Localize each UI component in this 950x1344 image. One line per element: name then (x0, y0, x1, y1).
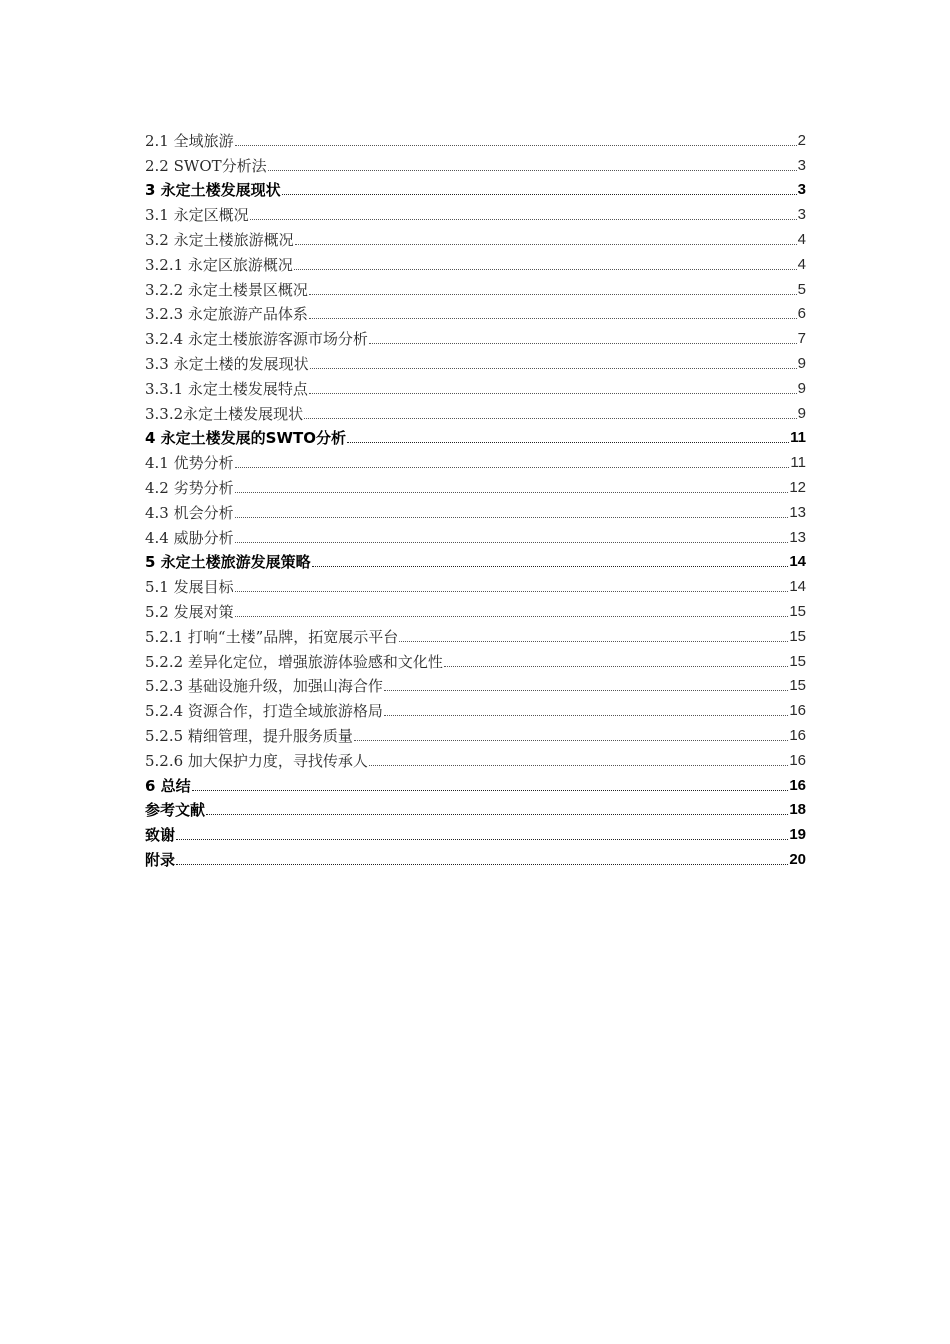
toc-entry-title: 3.3.2永定土楼发展现状 (145, 404, 304, 423)
toc-entry-title: 6 总结 (145, 776, 191, 795)
toc-entry[interactable] (145, 225, 806, 250)
toc-entry-page-number: 15 (789, 677, 806, 695)
toc-dot-leader (295, 243, 797, 245)
toc-dot-leader (304, 417, 796, 419)
toc-dot-leader (444, 665, 788, 667)
toc-entry-title: 3.3 永定土楼的发展现状 (145, 354, 309, 373)
toc-entry-page-number: 16 (789, 702, 806, 720)
toc-entry-page-number: 12 (789, 478, 806, 496)
toc-entry[interactable] (145, 300, 806, 325)
toc-entry[interactable] (145, 424, 806, 449)
toc-entry-page-number: 11 (790, 429, 806, 447)
toc-entry[interactable] (145, 622, 806, 647)
toc-entry-page-number: 9 (797, 354, 806, 372)
toc-entry[interactable] (145, 548, 806, 573)
toc-entry-title: 5.2.6 加大保护力度，寻找传承人 (145, 751, 368, 770)
toc-dot-leader (282, 193, 797, 195)
toc-entry[interactable] (145, 374, 806, 399)
toc-entry-page-number: 4 (797, 230, 806, 248)
toc-entry-page-number: 3 (797, 181, 806, 199)
toc-dot-leader (309, 317, 797, 319)
toc-entry-page-number: 9 (797, 404, 806, 422)
toc-entry-title: 4.3 机会分析 (145, 503, 234, 522)
toc-entry[interactable] (145, 696, 806, 721)
toc-entry[interactable] (145, 597, 806, 622)
toc-dot-leader (369, 764, 788, 766)
toc-dot-leader (309, 392, 797, 394)
toc-entry[interactable] (145, 151, 806, 176)
toc-entry-title: 5.1 发展目标 (145, 578, 234, 597)
toc-entry[interactable] (145, 126, 806, 151)
toc-entry-page-number: 6 (797, 305, 806, 323)
toc-entry[interactable] (145, 746, 806, 771)
toc-entry-title: 3.2.1 永定区旅游概况 (145, 255, 293, 274)
toc-entry-page-number: 3 (797, 156, 806, 174)
toc-entry-title: 2.2 SWOT分析法 (145, 156, 267, 175)
toc-dot-leader (347, 441, 789, 443)
toc-dot-leader (206, 813, 788, 815)
toc-entry-title: 附录 (145, 850, 176, 869)
toc-entry[interactable] (145, 721, 806, 746)
toc-entry-page-number: 18 (789, 801, 806, 819)
toc-entry[interactable] (145, 572, 806, 597)
toc-entry-title: 3.3.1 永定土楼发展特点 (145, 379, 308, 398)
toc-entry-page-number: 2 (797, 131, 806, 149)
toc-entry-page-number: 13 (789, 528, 806, 546)
toc-entry-page-number: 15 (789, 652, 806, 670)
toc-entry[interactable] (145, 275, 806, 300)
toc-entry-page-number: 4 (797, 255, 806, 273)
toc-entry-title: 致谢 (145, 826, 176, 845)
toc-entry-page-number: 16 (789, 726, 806, 744)
toc-entry-page-number: 15 (789, 602, 806, 620)
toc-entry[interactable] (145, 473, 806, 498)
toc-entry-title: 3.2 永定土楼旅游概况 (145, 230, 294, 249)
toc-entry[interactable] (145, 349, 806, 374)
toc-entry-page-number: 5 (797, 280, 806, 298)
toc-entry-title: 5.2.4 资源合作，打造全域旅游格局 (145, 702, 383, 721)
toc-dot-leader (312, 565, 789, 567)
toc-entry-title: 5.2.5 精细管理，提升服务质量 (145, 726, 353, 745)
toc-entry[interactable] (145, 498, 806, 523)
toc-entry-title: 4.1 优势分析 (145, 454, 234, 473)
toc-dot-leader (354, 739, 788, 741)
toc-entry-page-number: 3 (797, 206, 806, 224)
toc-entry-page-number: 13 (789, 503, 806, 521)
toc-entry-title: 3 永定土楼发展现状 (145, 181, 281, 200)
toc-entry-page-number: 20 (789, 850, 806, 868)
toc-dot-leader (235, 615, 789, 617)
toc-entry-title: 5.2.3 基础设施升级，加强山海合作 (145, 677, 383, 696)
toc-entry-title: 4.4 威胁分析 (145, 528, 234, 547)
toc-dot-leader (235, 466, 790, 468)
toc-dot-leader (235, 590, 789, 592)
toc-entry-title: 5 永定土楼旅游发展策略 (145, 553, 311, 572)
toc-entry[interactable] (145, 250, 806, 275)
toc-entry[interactable] (145, 200, 806, 225)
toc-entry-title: 5.2 发展对策 (145, 602, 234, 621)
toc-entry-page-number: 11 (790, 454, 806, 472)
toc-entry[interactable] (145, 448, 806, 473)
toc-dot-leader (310, 367, 797, 369)
toc-entry[interactable] (145, 647, 806, 672)
table-of-contents (145, 126, 806, 870)
toc-entry-title: 2.1 全域旅游 (145, 131, 234, 150)
toc-dot-leader (268, 169, 797, 171)
toc-entry-page-number: 16 (789, 751, 806, 769)
toc-entry[interactable] (145, 399, 806, 424)
toc-entry[interactable] (145, 523, 806, 548)
toc-entry-title: 4 永定土楼发展的SWTO分析 (145, 429, 346, 448)
toc-dot-leader (384, 714, 788, 716)
toc-entry-page-number: 9 (797, 379, 806, 397)
toc-dot-leader (399, 640, 788, 642)
toc-dot-leader (235, 541, 789, 543)
toc-entry[interactable] (145, 324, 806, 349)
toc-entry-page-number: 14 (789, 553, 806, 571)
toc-entry[interactable] (145, 176, 806, 201)
toc-dot-leader (250, 218, 797, 220)
toc-dot-leader (235, 144, 797, 146)
toc-entry-page-number: 7 (797, 330, 806, 348)
toc-dot-leader (309, 293, 797, 295)
toc-entry-title: 3.2.2 永定土楼景区概况 (145, 280, 308, 299)
toc-entry-title: 5.2.1 打响“土楼”品牌，拓宽展示平台 (145, 627, 399, 646)
toc-dot-leader (235, 516, 789, 518)
toc-dot-leader (235, 491, 789, 493)
toc-entry-title: 5.2.2 差异化定位，增强旅游体验感和文化性 (145, 652, 443, 671)
toc-entry-page-number: 16 (789, 776, 806, 794)
toc-dot-leader (176, 838, 788, 840)
toc-entry[interactable] (145, 796, 806, 821)
toc-entry-page-number: 19 (789, 826, 806, 844)
toc-entry-page-number: 14 (789, 578, 806, 596)
toc-entry-title: 4.2 劣势分析 (145, 478, 234, 497)
toc-dot-leader (192, 789, 789, 791)
toc-dot-leader (294, 268, 797, 270)
toc-entry-title: 参考文献 (145, 801, 206, 820)
toc-entry-title: 3.2.4 永定土楼旅游客源市场分析 (145, 330, 368, 349)
toc-dot-leader (369, 342, 797, 344)
toc-dot-leader (384, 689, 788, 691)
toc-entry[interactable] (145, 771, 806, 796)
toc-dot-leader (176, 863, 788, 865)
toc-entry-title: 3.1 永定区概况 (145, 206, 249, 225)
toc-entry[interactable] (145, 845, 806, 870)
toc-entry-page-number: 15 (789, 627, 806, 645)
toc-entry[interactable] (145, 672, 806, 697)
toc-entry-title: 3.2.3 永定旅游产品体系 (145, 305, 308, 324)
toc-entry[interactable] (145, 820, 806, 845)
